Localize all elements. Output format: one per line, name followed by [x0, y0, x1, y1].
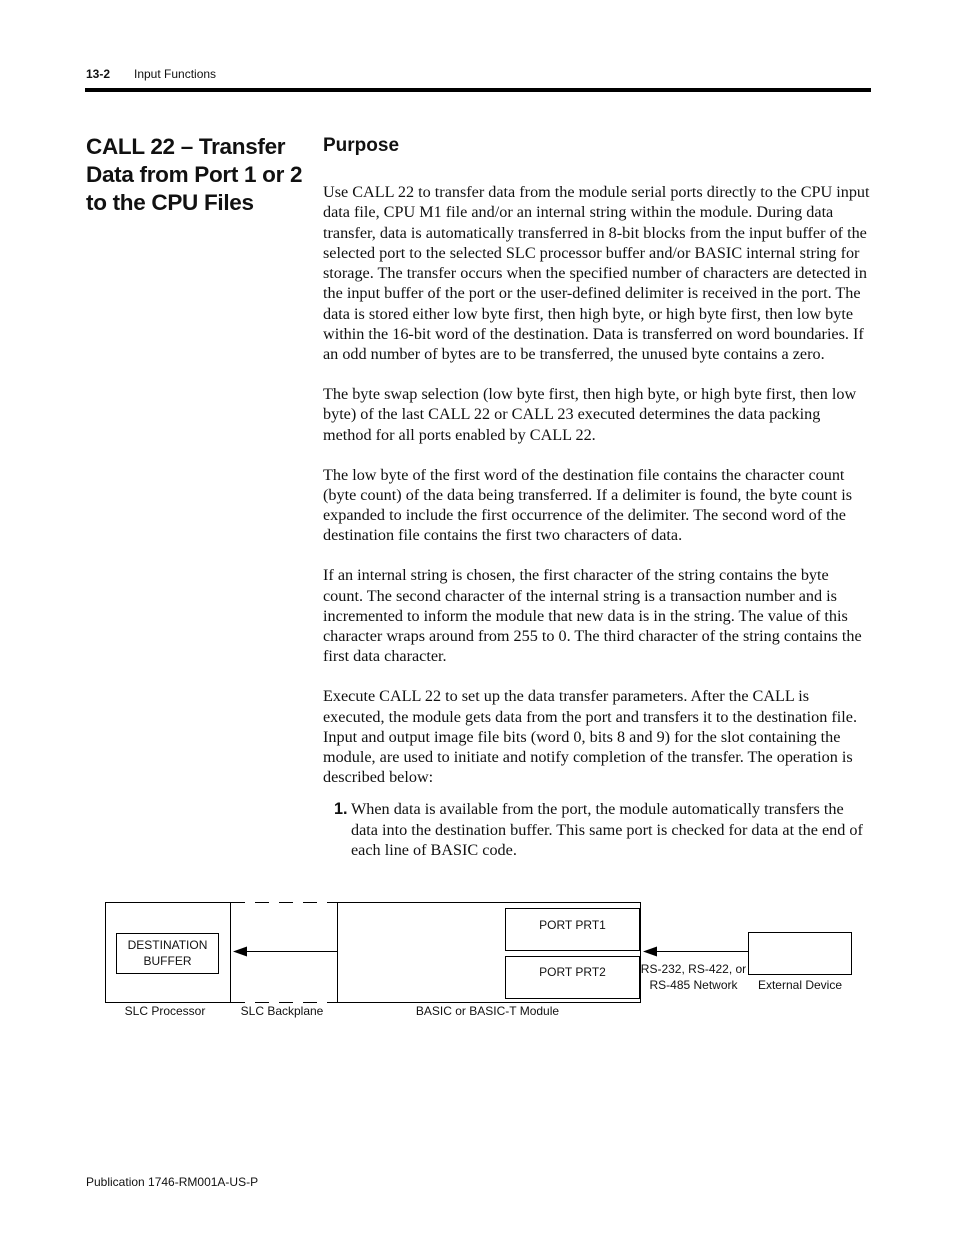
external-device-box — [749, 933, 852, 975]
external-device-label: External Device — [757, 978, 843, 992]
slc-processor-label: SLC Processor — [124, 1004, 206, 1018]
body-text — [323, 182, 871, 860]
publication-footer: Publication 1746-RM001A-US-P — [86, 1175, 259, 1189]
step-text: When data is available from the port, the module automatically transfers the data into the destination buffer. This same port is checked for data at the end of each line of BASIC code. — [351, 800, 863, 859]
paragraph: The low byte of the first word of the destination file contains the character count (byte count) of the data being transferred. If a delimiter is found, the byte count is expanded to include the first occurrence of the delimiter. The second word of the destination file contains the first two characters of data. — [323, 465, 853, 545]
paragraph: The byte swap selection (low byte first, then high byte, or high byte first, then low byte) of the last CALL 22 or CALL 23 executed determines the data packing method for all ports enabled by CALL 22. — [323, 385, 857, 444]
port-prt1-label: PORT PRT1 — [539, 918, 606, 932]
step-item — [323, 799, 871, 860]
step-number: 1. — [334, 800, 348, 819]
step-list — [323, 799, 871, 860]
purpose-heading: Purpose — [323, 135, 400, 156]
port-prt2-label: PORT PRT2 — [539, 965, 606, 979]
page-number: 13-2 — [86, 67, 111, 81]
arrowhead-left — [233, 947, 247, 957]
basic-module-label: BASIC or BASIC-T Module — [415, 1004, 560, 1018]
paragraph: If an internal string is chosen, the first character of the string contains the byte count. The second character of the internal string is a transaction number and is incremented to inform the module that new data is in the string. The value of this character wraps around from 255 to 0. The third character of the string contains the first data character. — [323, 566, 862, 666]
section-name: Input Functions — [134, 67, 217, 81]
running-header — [86, 67, 217, 81]
network-label: RS-232, RS-422, or RS-485 Network — [640, 962, 747, 992]
paragraph: Execute CALL 22 to set up the data transfer parameters. After the CALL is executed, the module gets data from the port and transfers it to the destination file. Input and output image file bits (word 0, bits 8 and 9) for the slot containing the module, are used to initiate and notify completion of the transfer. The operation is described below: — [323, 687, 858, 787]
slc-backplane-label: SLC Backplane — [240, 1004, 324, 1018]
header-rule — [85, 88, 871, 92]
arrowhead-left — [643, 947, 657, 957]
section-title: CALL 22 – Transfer Data from Port 1 or 2 to the CPU Files — [86, 134, 303, 215]
destination-buffer-label: DESTINATION BUFFER — [127, 938, 208, 968]
paragraph: Use CALL 22 to transfer data from the module serial ports directly to the CPU input data file, CPU M1 file and/or an internal string within the module. During data transfer, data is automatically transferred in 8-bit blocks from the input buffer of the selected port to the selected SLC processor buffer and/or BASIC internal string for storage. The transfer occurs when the specified number of characters are detected in the input buffer of the port or the user-defined delimiter is received in the port. The data is stored either low byte first, then high byte, or high byte first, then low byte within the 16-bit word of the destination. Data is transferred on word boundaries. If an odd number of bytes are to be transferred, the unused byte contains a zero. — [323, 183, 870, 364]
